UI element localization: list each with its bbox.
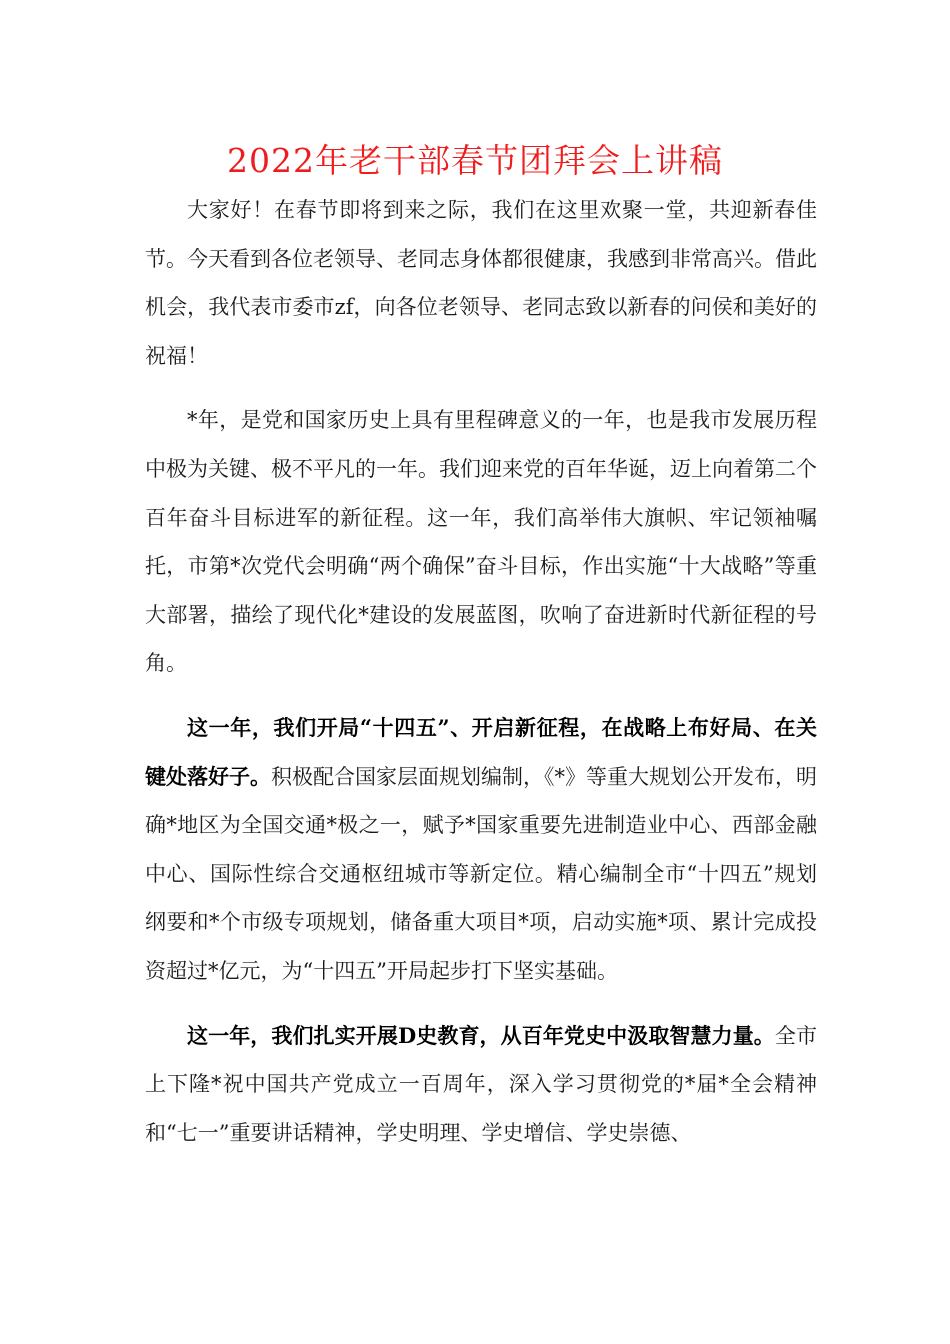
paragraph-planning	[145, 704, 817, 996]
paragraph-text: *年，是党和国家历史上具有里程碑意义的一年，也是我市发展历程中极为关键、极不平凡的一年。我们迎来党的百年华诞，迈上向着第二个百年奋斗目标进军的新征程。这一年，我们高举伟大旗帜、牢记领袖嘱托，市第*次党代会明确“两个确保”奋斗目标，作出实施“十大战略”等重大部署，描绘了现代化*建设的发展蓝图，吹响了奋进新时代新征程的号角。	[145, 408, 817, 676]
paragraph-text: 大家好！在春节即将到来之际，我们在这里欢聚一堂，共迎新春佳节。今天看到各位老领导、老同志身体都很健康，我感到非常高兴。借此机会，我代表市委市zf，向各位老领导、老同志致以新春的问侯和美好的祝福！	[145, 198, 817, 368]
paragraph-text: 全市上下隆*祝中国共产党成立一百周年，深入学习贯彻党的*届*全会精神和“七一”重要讲话精神，学史明理、学史增信、学史崇德、	[145, 1023, 818, 1145]
paragraph-year-review	[145, 396, 817, 688]
paragraph-text: 积极配合国家层面规划编制，《*》等重大规划公开发布，明确*地区为全国交通*极之一，赋予*国家重要先进制造业中心、西部金融中心、国际性综合交通枢纽城市等新定位。精心编制全市“十四五”规划纲要和*个市级专项规划，储备重大项目*项，启动实施*项、累计完成投资超过*亿元，为“十四五”开局起步打下坚实基础。	[145, 764, 817, 983]
paragraph-greeting	[145, 186, 817, 380]
document-title: 2022年老干部春节团拜会上讲稿	[227, 141, 723, 180]
document-body	[145, 186, 817, 1173]
paragraph-history-education	[145, 1012, 817, 1158]
paragraph-lead: 这一年，我们扎实开展D史教育，从百年党史中汲取智慧力量。	[187, 1022, 775, 1048]
paragraph-lead: 这一年，我们开局“十四五”、开启新征程，在战略上布好局、在关键处落好子。	[145, 714, 817, 789]
